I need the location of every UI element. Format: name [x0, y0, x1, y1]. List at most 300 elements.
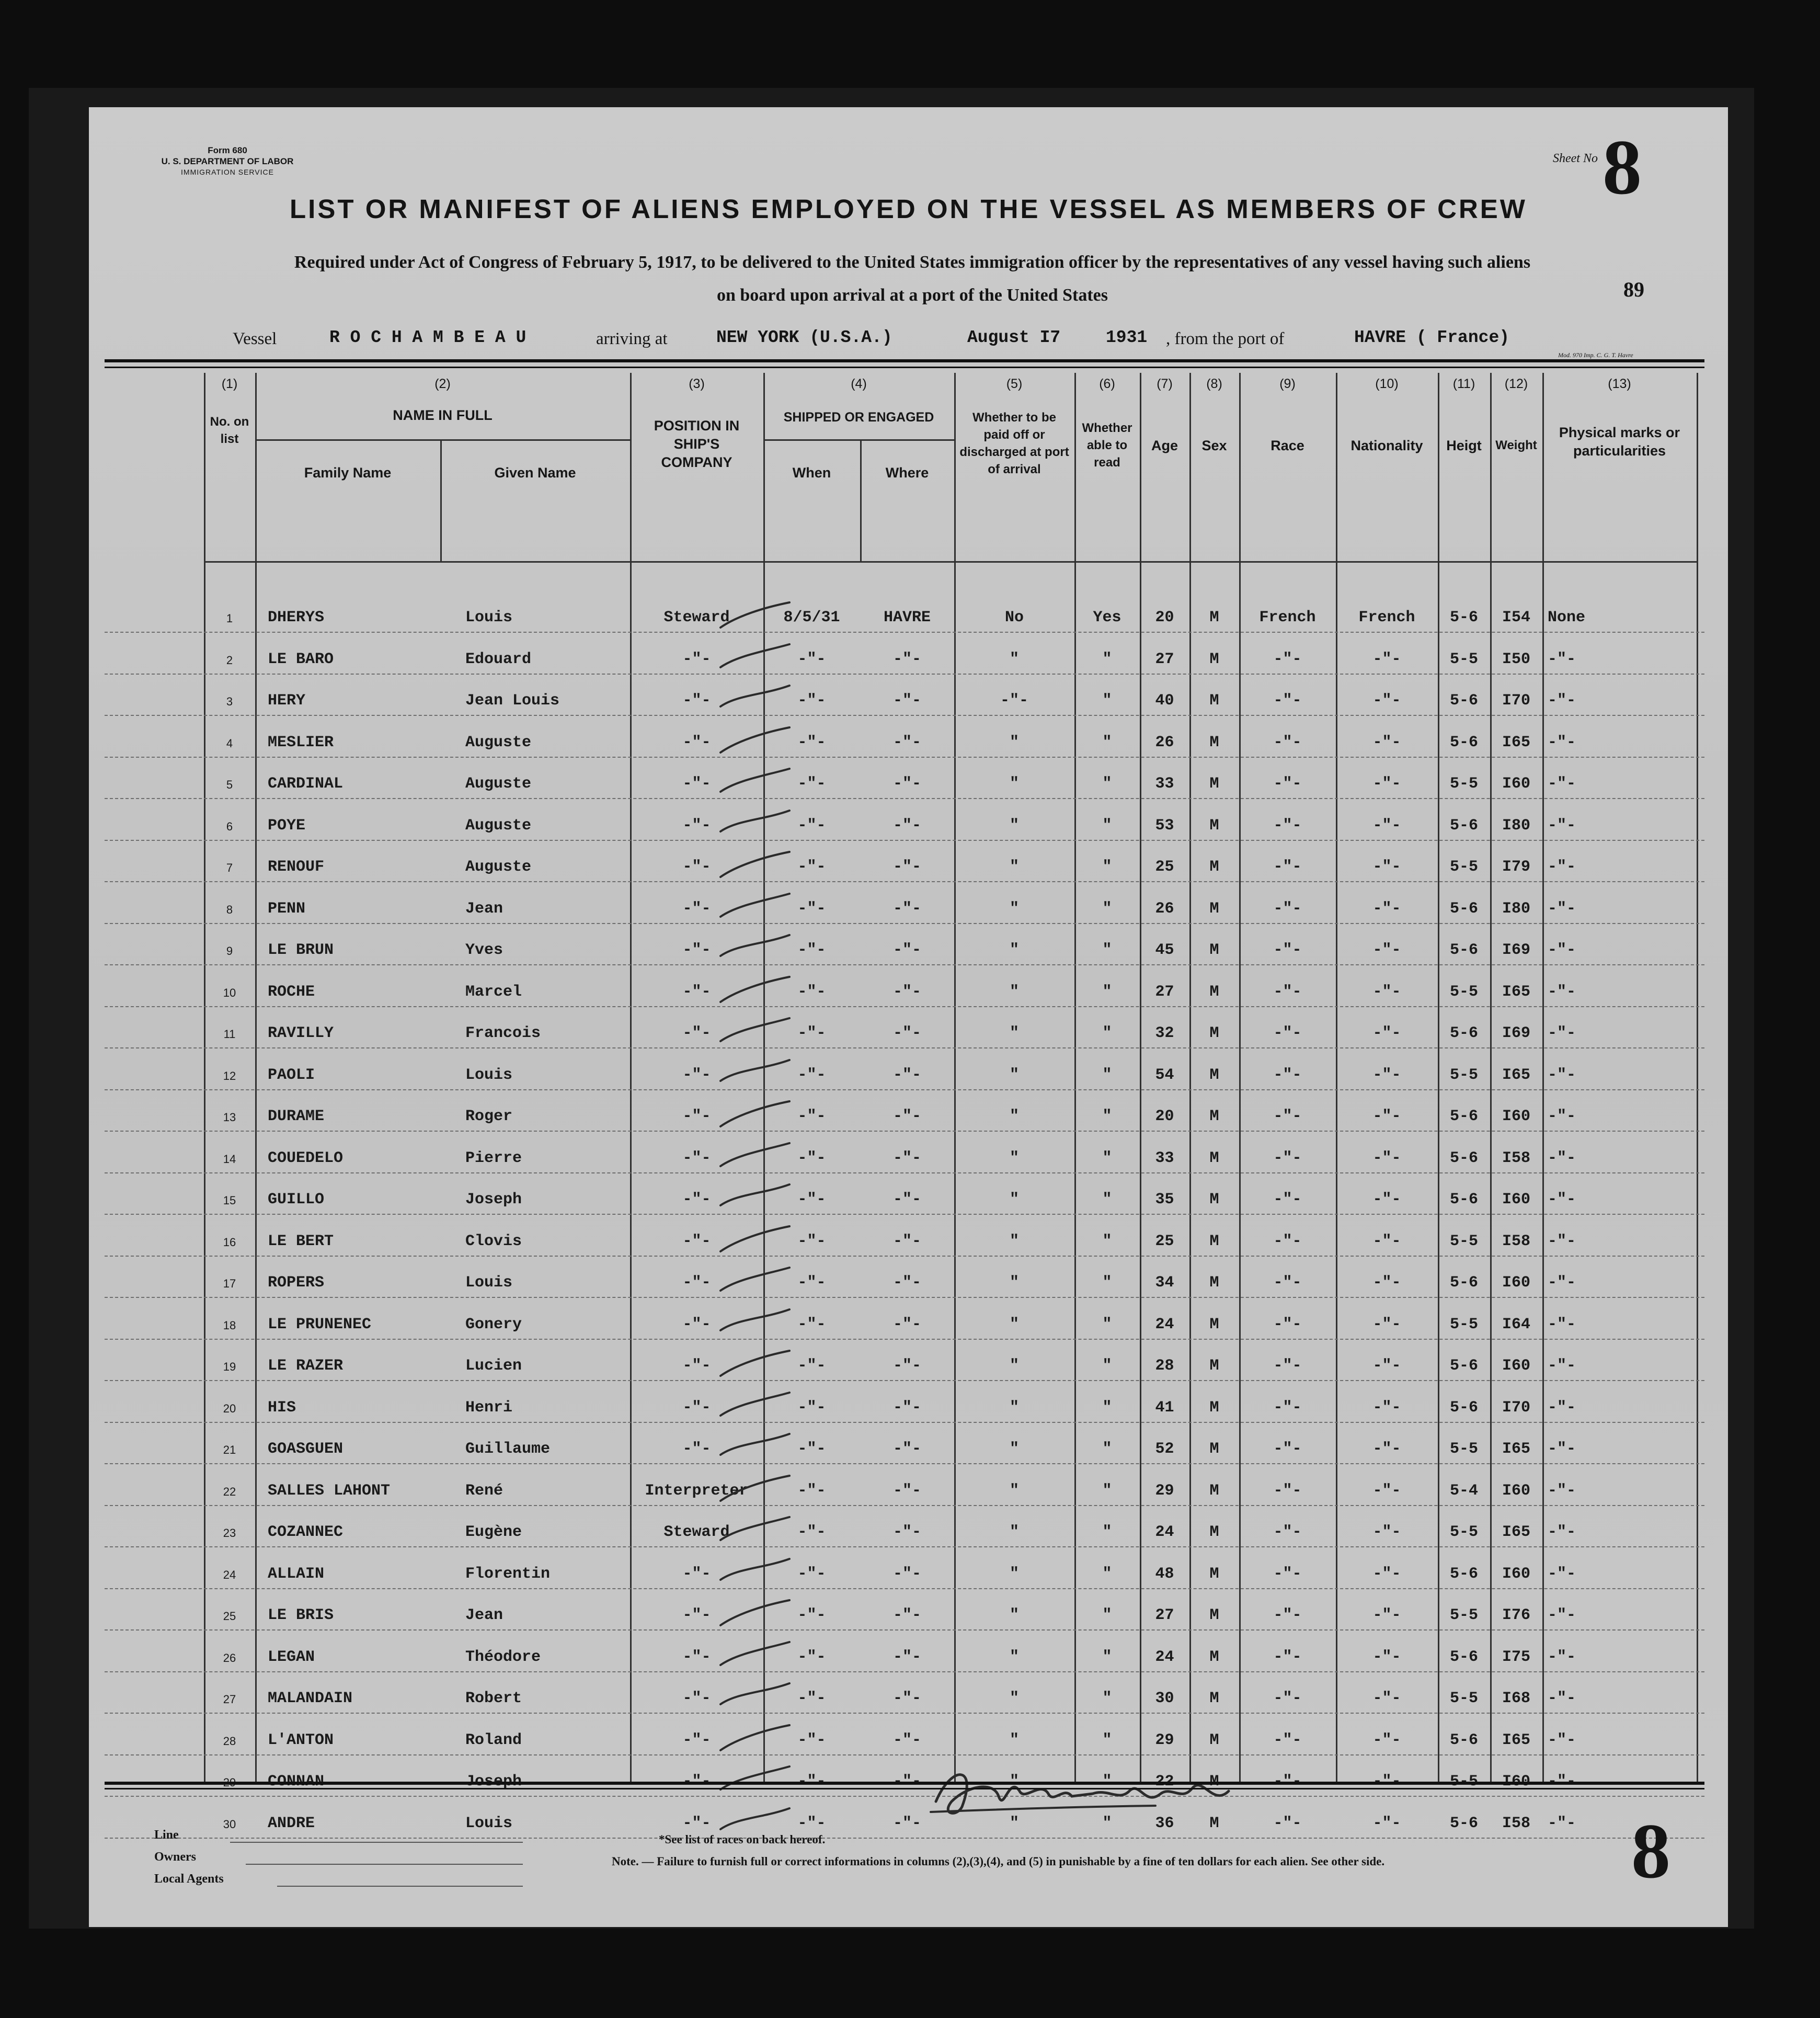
cell-where: -"- — [892, 1648, 921, 1666]
cell-position: -"- — [682, 816, 711, 835]
header-race: Race — [1270, 438, 1304, 453]
check-mark — [716, 1016, 795, 1047]
cell-where: -"- — [892, 1149, 921, 1167]
owners-label: Owners — [154, 1850, 196, 1864]
header-name-in-full: NAME IN FULL — [393, 407, 493, 423]
cell-paid: " — [1009, 1357, 1019, 1375]
row-rule — [105, 1131, 1704, 1132]
cell-paid: " — [1009, 1481, 1019, 1500]
cell-paid: " — [1009, 775, 1019, 793]
cell-paid: " — [1009, 1398, 1019, 1417]
service-name: IMMIGRATION SERVICE — [181, 168, 274, 176]
cell-weight: I65 — [1502, 1066, 1530, 1084]
row-rule — [105, 840, 1704, 841]
cell-position: -"- — [682, 1191, 711, 1208]
cell-no: 7 — [226, 861, 233, 874]
cell-height: 5-5 — [1449, 1690, 1478, 1707]
column-divider — [440, 441, 442, 561]
cell-position: -"- — [682, 1232, 711, 1250]
cell-read: " — [1102, 1232, 1112, 1250]
form-number: Form 680 — [208, 145, 247, 155]
printer-note: Mod. 970 Imp. C. G. T. Havre — [1558, 351, 1633, 359]
cell-given: Jean — [465, 899, 503, 918]
cell-race: -"- — [1273, 1315, 1302, 1333]
cell-when: -"- — [797, 1606, 826, 1624]
header-shipped-engaged: SHIPPED OR ENGAGED — [783, 410, 934, 425]
cell-age: 26 — [1155, 899, 1174, 918]
cell-race: -"- — [1273, 1606, 1302, 1624]
page-subtitle — [110, 246, 1715, 312]
line-label: Line — [154, 1828, 179, 1842]
cell-nat: -"- — [1372, 692, 1401, 710]
cell-family: LEGAN — [268, 1648, 315, 1666]
cell-read: " — [1102, 1690, 1112, 1707]
cell-given: Roger — [465, 1108, 513, 1125]
cell-where: -"- — [892, 1731, 921, 1749]
cell-read: " — [1102, 899, 1112, 918]
port-label: , from the port of — [1166, 329, 1285, 348]
cell-when: -"- — [797, 1565, 826, 1583]
local-agents-label: Local Agents — [154, 1872, 224, 1886]
cell-sex: M — [1209, 733, 1219, 751]
cell-sex: M — [1209, 858, 1219, 876]
cell-when: -"- — [797, 1024, 826, 1042]
cell-sex: M — [1209, 899, 1219, 918]
cell-nat: -"- — [1372, 1315, 1401, 1333]
bottom-rule-thin — [105, 1788, 1704, 1789]
header-bottom-rule — [204, 561, 1697, 563]
cell-where: -"- — [892, 1024, 921, 1042]
cell-nat: -"- — [1372, 1398, 1401, 1417]
cell-position: -"- — [682, 1690, 711, 1707]
cell-given: Auguste — [465, 816, 532, 835]
cell-no: 11 — [223, 1028, 236, 1041]
subtitle-line: on board upon arrival at a port of the United States — [716, 286, 1108, 305]
cell-age: 20 — [1155, 1108, 1174, 1125]
cell-age: 33 — [1155, 1149, 1174, 1167]
row-rule — [105, 1422, 1704, 1423]
cell-paid: " — [1009, 1814, 1019, 1832]
header-where: Where — [885, 465, 929, 481]
cell-race: -"- — [1273, 816, 1302, 835]
check-mark — [716, 1099, 795, 1131]
cell-given: Louis — [465, 1814, 513, 1832]
cell-given: Joseph — [465, 1191, 522, 1208]
cell-position: -"- — [682, 1814, 711, 1832]
cell-given: Jean Louis — [465, 692, 560, 710]
header-age: Age — [1151, 438, 1178, 453]
header-paid-off: Whether to be paid off or discharged at port of arrival — [959, 411, 1069, 476]
cell-family: GOASGUEN — [268, 1440, 344, 1458]
check-mark — [716, 1557, 795, 1588]
cell-when: -"- — [797, 1731, 826, 1749]
cell-read: " — [1102, 1024, 1112, 1042]
header-height: Heigt — [1446, 438, 1482, 453]
check-mark — [716, 1224, 795, 1256]
cell-sex: M — [1209, 1191, 1219, 1208]
cell-given: Gonery — [465, 1315, 522, 1333]
cell-marks: -"- — [1548, 1274, 1576, 1292]
cell-nat: -"- — [1372, 1690, 1401, 1707]
cell-height: 5-5 — [1449, 1523, 1478, 1541]
cell-marks: -"- — [1548, 1066, 1576, 1084]
column-divider — [1542, 373, 1544, 1782]
cell-when: -"- — [797, 1108, 826, 1125]
cell-height: 5-6 — [1449, 941, 1478, 959]
cell-where: -"- — [892, 1565, 921, 1583]
cell-when: -"- — [797, 692, 826, 710]
cell-weight: I65 — [1502, 1523, 1530, 1541]
cell-where: -"- — [892, 650, 921, 668]
cell-family: ANDRE — [268, 1814, 315, 1832]
cell-read: " — [1102, 775, 1112, 793]
cell-family: HIS — [268, 1398, 296, 1417]
cell-nat: -"- — [1372, 1274, 1401, 1292]
cell-height: 5-5 — [1449, 1232, 1478, 1250]
cell-height: 5-6 — [1449, 1648, 1478, 1666]
cell-weight: I65 — [1502, 1440, 1530, 1458]
header-no-on-list: No. on list — [210, 415, 249, 446]
cell-height: 5-6 — [1449, 1149, 1478, 1167]
top-rule — [105, 359, 1704, 362]
cell-position: -"- — [682, 1565, 711, 1583]
row-rule — [105, 1505, 1704, 1506]
cell-marks: -"- — [1548, 941, 1576, 959]
cell-read: " — [1102, 941, 1112, 959]
cell-sex: M — [1209, 1024, 1219, 1042]
header-given-name: Given Name — [494, 465, 576, 481]
cell-where: -"- — [892, 941, 921, 959]
arrival-date: August I7 — [967, 328, 1061, 347]
cell-weight: I58 — [1502, 1149, 1530, 1167]
cell-age: 24 — [1155, 1523, 1174, 1541]
cell-weight: I58 — [1502, 1232, 1530, 1250]
cell-height: 5-6 — [1449, 1814, 1478, 1832]
cell-weight: I64 — [1502, 1315, 1530, 1333]
row-rule — [105, 632, 1704, 633]
cell-no: 1 — [226, 612, 233, 625]
cell-height: 5-5 — [1449, 983, 1478, 1001]
cell-read: " — [1102, 733, 1112, 751]
cell-weight: I65 — [1502, 733, 1530, 751]
cell-sex: M — [1209, 692, 1219, 710]
check-mark — [716, 1432, 795, 1463]
cell-marks: -"- — [1548, 983, 1576, 1001]
cell-race: -"- — [1273, 1149, 1302, 1167]
cell-nat: -"- — [1372, 650, 1401, 668]
check-mark — [716, 1265, 795, 1297]
cell-paid: " — [1009, 1565, 1019, 1583]
cell-where: -"- — [892, 1440, 921, 1458]
cell-age: 29 — [1155, 1731, 1174, 1749]
cell-paid: -"- — [1000, 692, 1028, 710]
cell-when: -"- — [797, 1648, 826, 1666]
cell-race: -"- — [1273, 1357, 1302, 1375]
column-number: (3) — [689, 377, 705, 391]
cell-race: -"- — [1273, 1398, 1302, 1417]
cell-marks: -"- — [1548, 1565, 1576, 1583]
cell-marks: -"- — [1548, 1440, 1576, 1458]
cell-nat: -"- — [1372, 1108, 1401, 1125]
cell-given: Auguste — [465, 858, 532, 876]
header-able-to-read: Whether able to read — [1082, 421, 1132, 470]
cell-marks: -"- — [1548, 1108, 1576, 1125]
cell-race: -"- — [1273, 858, 1302, 876]
cell-marks: -"- — [1548, 1606, 1576, 1624]
cell-sex: M — [1209, 1565, 1219, 1583]
cell-where: -"- — [892, 816, 921, 835]
cell-nat: -"- — [1372, 1024, 1401, 1042]
check-mark — [716, 1598, 795, 1629]
cell-paid: " — [1009, 1648, 1019, 1666]
cell-race: -"- — [1273, 1440, 1302, 1458]
cell-read: " — [1102, 1481, 1112, 1500]
cell-read: " — [1102, 816, 1112, 835]
cell-age: 36 — [1155, 1814, 1174, 1832]
cell-paid: " — [1009, 1024, 1019, 1042]
cell-nat: -"- — [1372, 733, 1401, 751]
cell-weight: I70 — [1502, 1398, 1530, 1417]
column-divider — [860, 441, 862, 561]
cell-when: -"- — [797, 1523, 826, 1541]
cell-paid: " — [1009, 1440, 1019, 1458]
cell-age: 27 — [1155, 1606, 1174, 1624]
cell-when: -"- — [797, 1066, 826, 1084]
cell-when: 8/5/31 — [783, 609, 840, 626]
check-mark — [716, 642, 795, 674]
cell-sex: M — [1209, 1606, 1219, 1624]
cell-read: " — [1102, 1523, 1112, 1541]
cell-family: LE BRIS — [268, 1606, 334, 1624]
check-mark — [716, 1764, 795, 1796]
cell-paid: " — [1009, 1191, 1019, 1208]
form-header — [133, 145, 322, 178]
cell-nat: -"- — [1372, 1232, 1401, 1250]
cell-nat: -"- — [1372, 858, 1401, 876]
row-rule — [105, 674, 1704, 675]
sheet-label: Sheet No — [1553, 152, 1598, 165]
cell-race: -"- — [1273, 733, 1302, 751]
cell-when: -"- — [797, 941, 826, 959]
cell-read: " — [1102, 858, 1112, 876]
arrival-year: 1931 — [1106, 328, 1148, 347]
check-mark — [716, 767, 795, 798]
cell-family: L'ANTON — [268, 1731, 334, 1749]
cell-family: GUILLO — [268, 1191, 325, 1208]
row-rule — [105, 1713, 1704, 1714]
cell-race: -"- — [1273, 1191, 1302, 1208]
cell-where: -"- — [892, 983, 921, 1001]
cell-no: 18 — [223, 1318, 236, 1332]
cell-nat: French — [1358, 609, 1415, 626]
cell-race: -"- — [1273, 1274, 1302, 1292]
cell-family: PAOLI — [268, 1066, 315, 1084]
row-rule — [105, 1546, 1704, 1547]
cell-where: -"- — [892, 692, 921, 710]
cell-given: Florentin — [465, 1565, 551, 1583]
cell-no: 20 — [223, 1401, 236, 1415]
cell-position: Interpreter — [645, 1481, 749, 1500]
cell-age: 29 — [1155, 1481, 1174, 1500]
column-number: (7) — [1157, 377, 1173, 391]
cell-marks: -"- — [1548, 1648, 1576, 1666]
cell-height: 5-6 — [1449, 1108, 1478, 1125]
cell-nat: -"- — [1372, 1481, 1401, 1500]
cell-height: 5-5 — [1449, 650, 1478, 668]
cell-height: 5-6 — [1449, 692, 1478, 710]
cell-where: -"- — [892, 1357, 921, 1375]
cell-given: Roland — [465, 1731, 522, 1749]
cell-sex: M — [1209, 1274, 1219, 1292]
cell-marks: -"- — [1548, 1731, 1576, 1749]
cell-read: " — [1102, 1108, 1112, 1125]
cell-marks: -"- — [1548, 1814, 1576, 1832]
cell-read: " — [1102, 1398, 1112, 1417]
row-rule — [105, 1671, 1704, 1672]
cell-where: -"- — [892, 1481, 921, 1500]
check-mark — [716, 1349, 795, 1380]
cell-sex: M — [1209, 1149, 1219, 1167]
cell-age: 54 — [1155, 1066, 1174, 1084]
cell-position: -"- — [682, 1315, 711, 1333]
cell-height: 5-5 — [1449, 775, 1478, 793]
cell-position: -"- — [682, 1108, 711, 1125]
cell-sex: M — [1209, 816, 1219, 835]
cell-age: 28 — [1155, 1357, 1174, 1375]
cell-no: 14 — [223, 1152, 236, 1166]
cell-height: 5-6 — [1449, 1398, 1478, 1417]
cell-sex: M — [1209, 941, 1219, 959]
cell-weight: I79 — [1502, 858, 1530, 876]
cell-marks: -"- — [1548, 1357, 1576, 1375]
row-rule — [105, 757, 1704, 758]
cell-marks: -"- — [1548, 775, 1576, 793]
cell-age: 24 — [1155, 1648, 1174, 1666]
row-rule — [105, 798, 1704, 799]
row-rule — [105, 1796, 1704, 1797]
cell-sex: M — [1209, 1690, 1219, 1707]
cell-no: 4 — [226, 736, 233, 750]
cell-nat: -"- — [1372, 775, 1401, 793]
cell-when: -"- — [797, 1274, 826, 1292]
cell-when: -"- — [797, 1357, 826, 1375]
cell-no: 17 — [223, 1277, 236, 1290]
races-note: *See list of races on back hereof. — [659, 1833, 826, 1846]
cell-height: 5-4 — [1449, 1481, 1478, 1500]
cell-paid: " — [1009, 816, 1019, 835]
cell-given: Henri — [465, 1398, 513, 1417]
column-number: (6) — [1099, 377, 1115, 391]
cell-given: Edouard — [465, 650, 532, 668]
cell-given: Théodore — [465, 1648, 541, 1666]
cell-family: CARDINAL — [268, 775, 344, 793]
cell-weight: I80 — [1502, 816, 1530, 835]
cell-read: " — [1102, 1149, 1112, 1167]
header-position: POSITION IN SHIP'S COMPANY — [654, 418, 740, 470]
cell-when: -"- — [797, 1149, 826, 1167]
cell-paid: " — [1009, 1606, 1019, 1624]
row-rule — [105, 1463, 1704, 1464]
cell-weight: I70 — [1502, 692, 1530, 710]
row-rule — [105, 1754, 1704, 1755]
header-nationality: Nationality — [1350, 438, 1423, 453]
cell-no: 3 — [226, 695, 233, 708]
cell-where: -"- — [892, 775, 921, 793]
cell-age: 20 — [1155, 609, 1174, 626]
cell-given: Pierre — [465, 1149, 522, 1167]
cell-nat: -"- — [1372, 1066, 1401, 1084]
cell-paid: " — [1009, 1315, 1019, 1333]
cell-weight: I60 — [1502, 1191, 1530, 1208]
cell-position: -"- — [682, 775, 711, 793]
column-number: (4) — [851, 377, 867, 391]
cell-given: Lucien — [465, 1357, 522, 1375]
bottom-rule — [105, 1782, 1704, 1785]
cell-position: -"- — [682, 1731, 711, 1749]
cell-family: DURAME — [268, 1108, 325, 1125]
cell-height: 5-5 — [1449, 1066, 1478, 1084]
cell-position: -"- — [682, 941, 711, 959]
cell-race: -"- — [1273, 1731, 1302, 1749]
departure-port: HAVRE ( France) — [1354, 328, 1510, 347]
cell-no: 2 — [226, 653, 233, 667]
cell-height: 5-6 — [1449, 1565, 1478, 1583]
cell-sex: M — [1209, 1481, 1219, 1500]
cell-sex: M — [1209, 1232, 1219, 1250]
row-rule — [105, 1588, 1704, 1589]
cell-sex: M — [1209, 1814, 1219, 1832]
cell-marks: -"- — [1548, 1191, 1576, 1208]
cell-position: -"- — [682, 1066, 711, 1084]
cell-sex: M — [1209, 1731, 1219, 1749]
cell-race: -"- — [1273, 1066, 1302, 1084]
cell-where: -"- — [892, 1066, 921, 1084]
column-number: (1) — [221, 377, 238, 391]
cell-where: -"- — [892, 858, 921, 876]
check-mark — [716, 1141, 795, 1172]
cell-read: " — [1102, 1814, 1112, 1832]
cell-family: LE PRUNENEC — [268, 1315, 372, 1333]
cell-where: -"- — [892, 1814, 921, 1832]
cell-weight: I60 — [1502, 1357, 1530, 1375]
cell-given: Clovis — [465, 1232, 522, 1250]
column-number: (2) — [434, 377, 451, 391]
cell-read: " — [1102, 1357, 1112, 1375]
cell-sex: M — [1209, 1523, 1219, 1541]
cell-race: -"- — [1273, 1648, 1302, 1666]
cell-read: " — [1102, 1274, 1112, 1292]
cell-age: 48 — [1155, 1565, 1174, 1583]
cell-family: HERY — [268, 692, 306, 710]
cell-age: 25 — [1155, 858, 1174, 876]
check-mark — [716, 892, 795, 923]
header-physical-marks: Physical marks or particularities — [1559, 425, 1680, 459]
cell-nat: -"- — [1372, 1440, 1401, 1458]
cell-position: Steward — [663, 1523, 730, 1541]
header-sex: Sex — [1201, 438, 1227, 453]
cell-race: -"- — [1273, 1814, 1302, 1832]
sheet-number: 8 — [1602, 124, 1642, 211]
cell-weight: I54 — [1502, 609, 1530, 626]
cell-weight: I65 — [1502, 1731, 1530, 1749]
cell-given: Guillaume — [465, 1440, 551, 1458]
cell-no: 6 — [226, 819, 233, 833]
page-title: LIST OR MANIFEST OF ALIENS EMPLOYED ON THE VESSEL AS MEMBERS OF CREW — [290, 194, 1527, 224]
cell-family: POYE — [268, 816, 306, 835]
check-mark — [716, 1723, 795, 1754]
cell-sex: M — [1209, 983, 1219, 1001]
local-agents-field — [277, 1886, 523, 1887]
